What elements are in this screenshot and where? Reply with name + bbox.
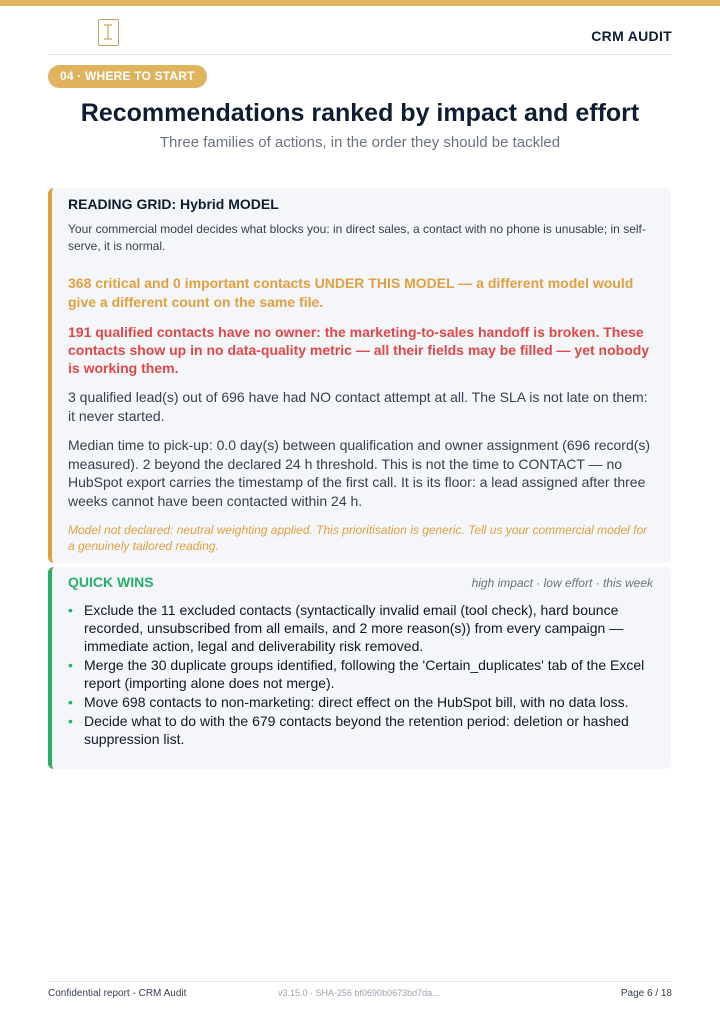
page-title: Recommendations ranked by impact and effort — [80, 99, 640, 127]
list-item-text: Exclude the 11 excluded contacts (syntactically invalid email (tool check), hard bounce recorded, unsubscribed from all emails, and 2 more reason(s)) from every campaign — immediate action, legal and deliverability risk removed. — [84, 602, 624, 654]
reading-grid-heading: READING GRID: Hybrid MODEL — [68, 196, 279, 212]
document-title: CRM AUDIT — [591, 28, 672, 44]
list-item — [68, 693, 655, 711]
list-item-text: Decide what to do with the 679 contacts beyond the retention period: deletion or hashed suppression list. — [84, 713, 629, 747]
median-pickup-paragraph: Median time to pick-up: 0.0 day(s) between qualification and owner assignment (696 record(s) measured). 2 beyond the declared 24 h threshold. This is not the time to CONTACT — no HubSpot export carries the timestamp of the first call. It is its floor: a lead assigned after three weeks cannot have been contacted within 24 h. — [68, 437, 651, 509]
unowned-contacts-alert: 191 qualified contacts have no owner: the marketing-to-sales handoff is broken. These contacts show up in no data-quality metric — all their fields may be filled — yet nobody is working them. — [68, 324, 650, 376]
list-item-text: Move 698 contacts to non-marketing: direct effect on the HubSpot bill, with no data loss. — [84, 694, 629, 710]
section-badge: 04 · WHERE TO START — [48, 65, 207, 88]
reading-grid-card — [48, 188, 671, 563]
quick-wins-meta: high impact · low effort · this week — [471, 576, 653, 590]
list-item — [68, 712, 655, 748]
quick-wins-list — [68, 601, 655, 748]
footer-version-hash: v3.15.0 · SHA-256 bf0690b0673bd7da... — [278, 988, 440, 998]
list-item — [68, 601, 655, 655]
pillar-logo-icon — [98, 19, 119, 46]
list-item — [68, 656, 655, 692]
reading-grid-intro: Your commercial model decides what blocks you: in direct sales, a contact with no phone is unusable; in self-serve, it is normal. — [68, 222, 646, 253]
bullet-icon: • — [68, 694, 73, 710]
page-subtitle: Three families of actions, in the order they should be tackled — [159, 134, 561, 151]
bullet-icon: • — [68, 602, 73, 618]
no-contact-attempt-paragraph: 3 qualified lead(s) out of 696 have had NO contact attempt at all. The SLA is not late on them: it never started. — [68, 389, 648, 424]
model-not-declared-note: Model not declared: neutral weighting applied. This prioritisation is generic. Tell us your commercial model for a genuinely tailored reading. — [68, 523, 648, 553]
footer-page-number: Page 6 / 18 — [620, 988, 672, 999]
list-item-text: Merge the 30 duplicate groups identified, following the 'Certain_duplicates' tab of the Excel report (importing alone does not merge). — [84, 657, 645, 691]
bullet-icon: • — [68, 713, 73, 729]
footer-confidential: Confidential report - CRM Audit — [48, 988, 187, 999]
page-footer — [48, 981, 672, 1005]
quick-wins-header — [68, 573, 655, 593]
quick-wins-card — [48, 567, 671, 769]
quick-wins-title: QUICK WINS — [68, 574, 154, 590]
critical-count-warning: 368 critical and 0 important contacts UNDER THIS MODEL — a different model would give a different count on the same file. — [68, 275, 634, 310]
bullet-icon: • — [68, 657, 73, 673]
top-accent-bar — [0, 0, 720, 6]
page-header — [48, 16, 672, 55]
